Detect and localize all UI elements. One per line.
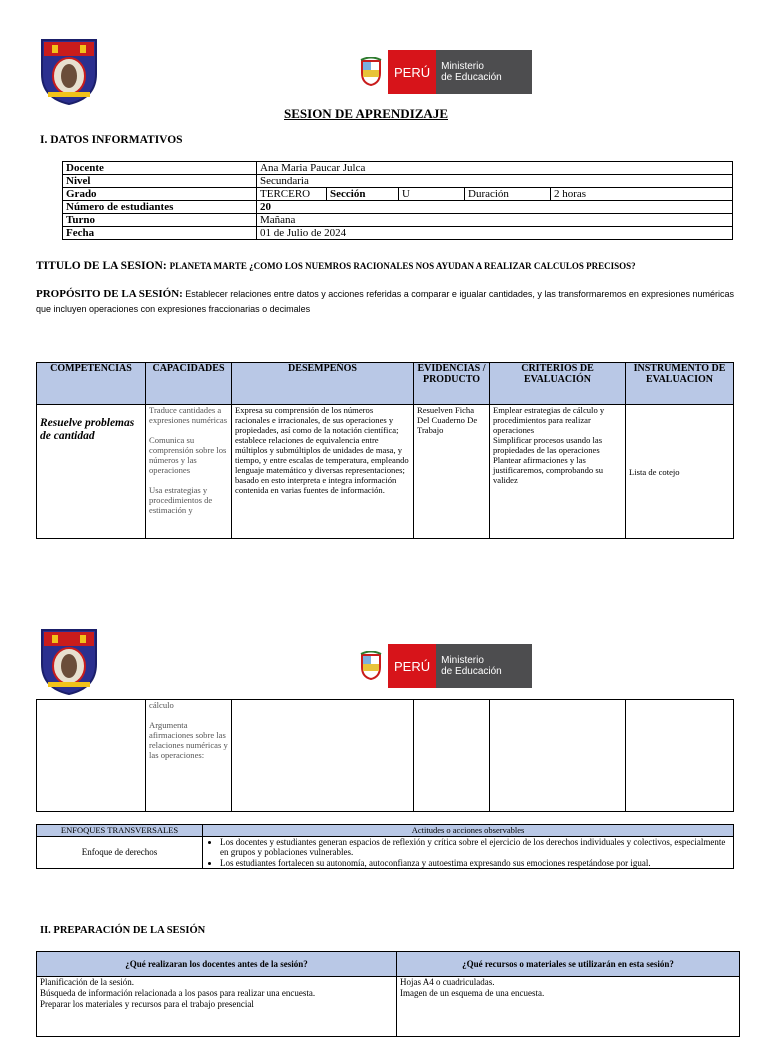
session-purpose: PROPÓSITO DE LA SESIÓN: Establecer relaciones entre datos y acciones referidas a comparar e igualar cantidades, y las transformaremos en expresiones numéricas que incluyen operaciones con expresiones fraccionarias o decimales [36,288,734,314]
preparation-table [36,951,740,1037]
attitude-item: • Los docentes y estudiantes generan espacios de reflexión y crítica sobre el ejercicio de los derechos individuales y colectivos, especialmente en grupos y poblaciones vulnerables. [220,837,730,858]
info-row-docente: Docente Ana Maria Paucar Julca [63,162,733,175]
info-row-fecha: Fecha 01 de Julio de 2024 [63,227,733,240]
info-row-nivel: Nivel Secundaria [63,175,733,188]
instrument-cell: Lista de cotejo [626,405,734,539]
minedu-logo: PERÚ Ministerio de Educación [354,644,532,688]
competency-cell: Resuelve problemas de cantidad [37,405,146,539]
evidence-cell: Resuelven Ficha Del Cuaderno De Trabajo [414,405,490,539]
school-crest-logo [38,626,100,696]
peru-coat-of-arms-icon [354,50,388,94]
peru-label: PERÚ [388,50,436,94]
competencies-header-row: COMPETENCIAS CAPACIDADES DESEMPEÑOS EVIDENCIAS / PRODUCTO CRITERIOS DE EVALUACIÓN INSTRUMENTO DE EVALUACION [37,363,734,405]
competencies-table-continued [36,699,734,812]
approaches-header-row: ENFOQUES TRANSVERSALES Actitudes o acciones observables [37,825,734,837]
ministry-label: Ministerio de Educación [436,50,532,94]
page-title: SESION DE APRENDIZAJE [284,106,448,121]
preparation-header-row: ¿Qué realizaran los docentes antes de la sesión? ¿Qué recursos o materiales se utilizarán en esta sesión? [37,952,740,977]
info-row-turno: Turno Mañana [63,214,733,227]
competencies-row-continued [37,700,734,812]
capacities-cell: Traduce cantidades a expresiones numéricas Comunica su comprensión sobre los números y las operaciones Usa estrategias y procedimientos de estimación y [146,405,232,539]
info-table [62,161,733,240]
attitude-item: • Los estudiantes fortalecen su autonomía, autoconfianza y autoestima expresando sus emociones respetándose por igual. [220,858,730,869]
capacities-cell-continued: cálculo Argumenta afirmaciones sobre las relaciones numéricas y las operaciones: [146,700,232,812]
peru-coat-of-arms-icon [354,644,388,688]
performance-cell: Expresa su comprensión de los números racionales e irracionales, de sus operaciones y propiedades, así como de la notación científica; establece relaciones de equivalencia entre múltiplos y submúltiplos de unidades de masa, y tiempo, y entre escalas de temperatura, empleando lenguaje matemático y diversas representaciones; basado en esto interpreta e integra información contenida en varias fuentes de información. [232,405,414,539]
section-datos-informativos: I. DATOS INFORMATIVOS [40,134,183,146]
section-preparacion: II. PREPARACIÓN DE LA SESIÓN [40,925,206,936]
school-crest-logo [38,36,100,106]
preparation-row: Planificación de la sesión. Búsqueda de información relacionada a los pasos para realizar una encuesta. Preparar los materiales y recursos para el trabajo presencial Hojas A4 o cuadriculadas. Imagen de un esquema de una encuesta. [37,977,740,1037]
criteria-cell: Emplear estrategias de cálculo y procedimientos para realizar operaciones Simplificar procesos usando las propiedades de las operaciones Plantear afirmaciones y las justificaremos, comprobando su validez [490,405,626,539]
competencies-row [37,405,734,539]
info-row-grado: Grado TERCERO Sección U Duración 2 horas [63,188,733,201]
approaches-row: Enfoque de derechos • Los docentes y estudiantes generan espacios de reflexión y crítica sobre el ejercicio de los derechos individuales y colectivos, especialmente en grupos y poblaciones vulnerables. • Los estudiantes fortalecen su autonomía, autoconfianza y autoestima expresando sus emociones respetándose por igual. [37,836,734,869]
minedu-logo [354,50,532,94]
info-row-estudiantes: Número de estudiantes 20 [63,201,733,214]
session-title: TITULO DE LA SESION: PLANETA MARTE ¿COMO LOS NUEMROS RACIONALES NOS AYUDAN A REALIZAR CALCULOS PRECISOS? [36,260,636,272]
transversal-approaches-table [36,824,734,869]
competencies-table [36,362,734,539]
